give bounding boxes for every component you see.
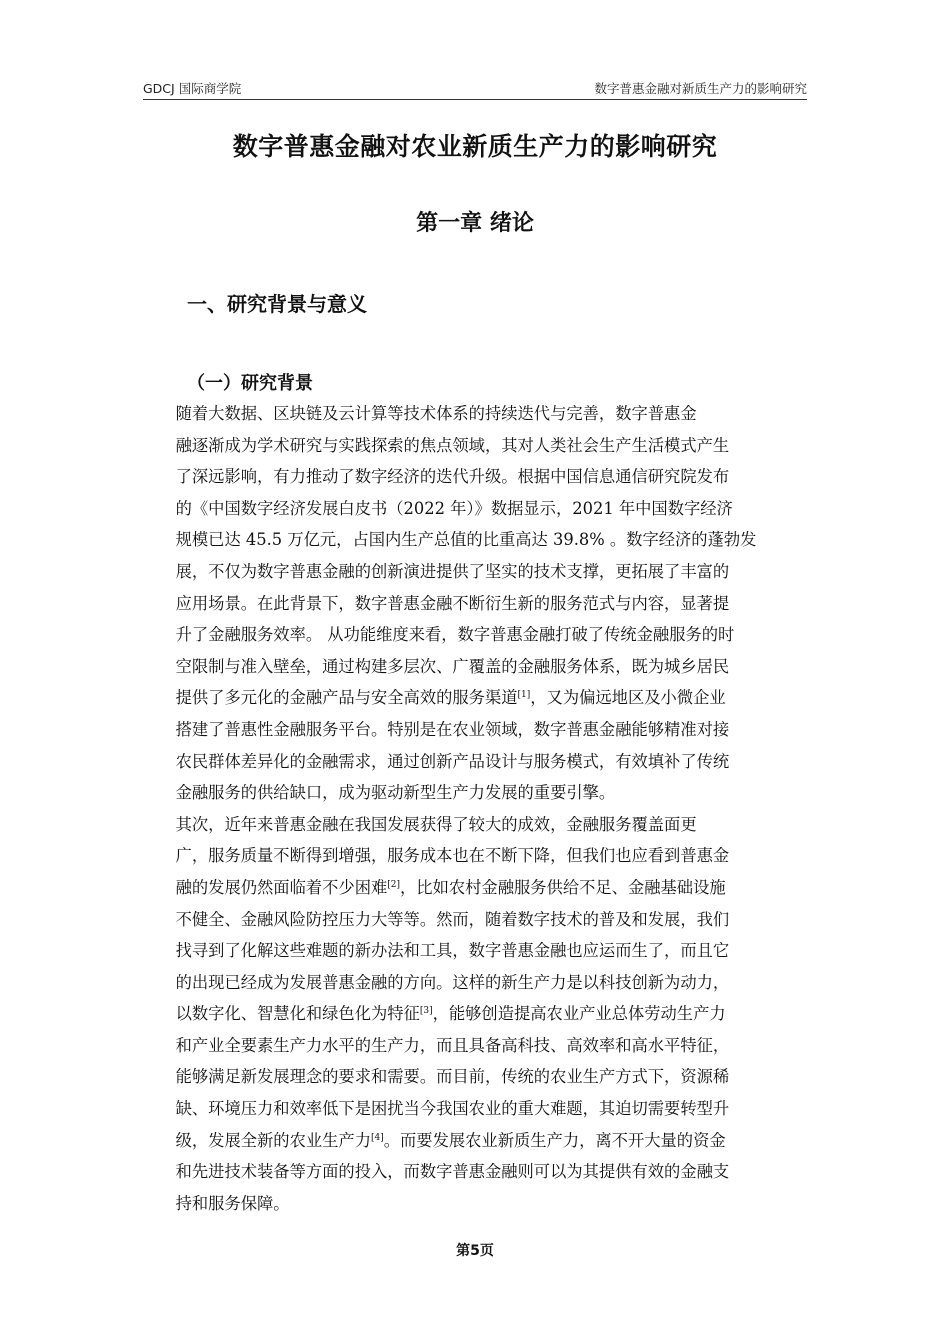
text-line: 农民群体差异化的金融需求，通过创新产品设计与服务模式，有效填补了传统 (175, 751, 730, 771)
page-number: 第5页 (456, 1243, 494, 1259)
subsection-heading: （一）研究背景 (187, 373, 313, 394)
text-line: 的出现已经成为发展普惠金融的方向。这样的新生产力是以科技创新为动力， (175, 972, 730, 992)
text-line: 融逐渐成为学术研究与实践探索的焦点领域，其对人类社会生产生活模式产生 (175, 435, 730, 455)
text-line: 随着大数据、区块链及云计算等技术体系的持续迭代与完善，数字普惠金 (175, 404, 697, 423)
text-line: 的《中国数字经济发展白皮书（2022 年）》数据显示，2021 年中国数字经济 (175, 498, 733, 518)
text-line: 和产业全要素生产力水平的生产力，而且具备高科技、高效率和高水平特征， (175, 1035, 730, 1055)
text-line (143, 872, 807, 904)
text-line: 了深远影响，有力推动了数字经济的迭代升级。根据中国信息通信研究院发布 (175, 467, 730, 487)
text-segment: 提供了多元化的金融产品与安全高效的服务渠道 (175, 688, 518, 708)
text-line: 规模已达 45.5 万亿元，占国内生产总值的比重高达 39.8% 。数字经济的蓬勃发 (175, 530, 757, 550)
paragraph-1 (143, 398, 807, 809)
text-segment: ，能够创造提高农业产业总体劳动生产力 (432, 1004, 726, 1024)
text-line: 金融服务的供给缺口，成为驱动新型生产力发展的重要引擎。 (175, 783, 616, 803)
text-line: 其次，近年来普惠金融在我国发展获得了较大的成效，金融服务覆盖面更 (175, 814, 697, 834)
text-segment: 融的发展仍然面临着不少困难 (175, 877, 388, 897)
text-segment: 以数字化、智慧化和绿色化为特征 (175, 1004, 420, 1024)
citation-ref-3: [3] (419, 1006, 433, 1017)
text-line: 展，不仅为数字普惠金融的创新演进提供了坚实的技术支撑，更拓展了丰富的 (175, 561, 730, 581)
text-line: 空限制与准入壁垒，通过构建多层次、广覆盖的金融服务体系，既为城乡居民 (175, 656, 730, 676)
paragraph-2 (143, 809, 807, 1220)
text-line: 应用场景。在此背景下，数字普惠金融不断衍生新的服务范式与内容，显著提 (175, 593, 730, 613)
text-line: 缺、环境压力和效率低下是困扰当今我国农业的重大难题，其迫切需要转型升 (175, 1099, 730, 1119)
chapter-heading: 第一章 绪论 (416, 211, 534, 236)
citation-ref-2: [2] (387, 879, 401, 890)
text-line (143, 682, 807, 714)
text-line (143, 998, 807, 1030)
text-line: 能够满足新发展理念的要求和需要。而目前，传统的农业生产方式下，资源稀 (175, 1067, 730, 1087)
text-line: 和先进技术装备等方面的投入，而数字普惠金融则可以为其提供有效的金融支 (175, 1162, 730, 1182)
citation-ref-4: [4] (370, 1132, 384, 1143)
text-line: 持和服务保障。 (175, 1193, 290, 1213)
header-document-title: 数字普惠金融对新质生产力的影响研究 (594, 81, 807, 96)
section-heading: 一、研究背景与意义 (187, 292, 367, 316)
text-line: 搭建了普惠性金融服务平台。特别是在农业领域，数字普惠金融能够精准对接 (175, 719, 730, 739)
page-header (143, 77, 807, 100)
text-segment: 。而要发展农业新质生产力，离不开大量的资金 (383, 1130, 726, 1150)
text-line: 不健全、金融风险防控压力大等等。然而，随着数字技术的普及和发展，我们 (175, 909, 730, 929)
text-line: 广，服务质量不断得到增强，服务成本也在不断下降，但我们也应看到普惠金 (175, 846, 730, 866)
text-segment: 级，发展全新的农业生产力 (175, 1130, 371, 1150)
text-segment: ，又为偏远地区及小微企业 (530, 688, 726, 708)
text-line (143, 1125, 807, 1157)
text-line: 找寻到了化解这些难题的新办法和工具，数字普惠金融也应运而生了，而且它 (175, 941, 730, 961)
body-text (143, 398, 807, 1219)
text-line: 升了金融服务效率。 从功能维度来看，数字普惠金融打破了传统金融服务的时 (175, 625, 735, 645)
citation-ref-1: [1] (517, 690, 531, 701)
document-title: 数字普惠金融对农业新质生产力的影响研究 (232, 132, 718, 161)
text-segment: ，比如农村金融服务供给不足、金融基础设施 (400, 877, 726, 897)
header-institution: GDCJ 国际商学院 (143, 81, 242, 96)
